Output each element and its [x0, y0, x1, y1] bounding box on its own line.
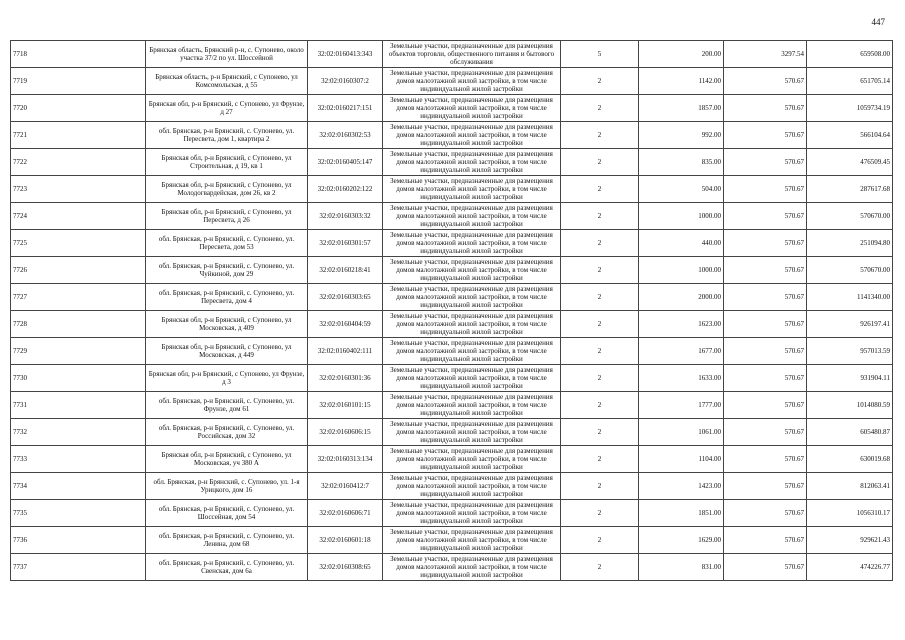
row-number: 7736 — [11, 527, 146, 554]
cadastral-value-cell: 1059734.19 — [807, 95, 893, 122]
area-cell: 1857.00 — [639, 95, 724, 122]
cadastral-number-cell: 32:02:0160303:32 — [308, 203, 383, 230]
land-use-cell: Земельные участки, предназначенные для размещения домов малоэтажной жилой застройки, в том числе индивидуальной жилой застройки — [383, 149, 561, 176]
cadastral-number-cell: 32:02:0160301:57 — [308, 230, 383, 257]
table-row — [11, 176, 893, 203]
land-use-cell: Земельные участки, предназначенные для размещения домов малоэтажной жилой застройки, в том числе индивидуальной жилой застройки — [383, 527, 561, 554]
address-cell: Брянская обл, р-н Брянский, с Супонево, ул Московская, д 409 — [146, 311, 308, 338]
address-cell: Брянская обл, р-н Брянский, с Супонево, ул Фрунзе, д 27 — [146, 95, 308, 122]
table-row — [11, 527, 893, 554]
row-number: 7730 — [11, 365, 146, 392]
area-cell: 1142.00 — [639, 68, 724, 95]
category-cell: 2 — [561, 122, 639, 149]
specific-value-cell: 570.67 — [724, 365, 807, 392]
address-cell: Брянская область, Брянский р-н, с. Супонево, около участка 37/2 по ул. Шоссейной — [146, 41, 308, 68]
cadastral-value-cell: 476509.45 — [807, 149, 893, 176]
category-cell: 2 — [561, 95, 639, 122]
table-row — [11, 257, 893, 284]
cadastral-number-cell: 32:02:0160405:147 — [308, 149, 383, 176]
row-number: 7724 — [11, 203, 146, 230]
specific-value-cell: 570.67 — [724, 68, 807, 95]
specific-value-cell: 570.67 — [724, 122, 807, 149]
table-row — [11, 95, 893, 122]
land-use-cell: Земельные участки, предназначенные для размещения домов малоэтажной жилой застройки, в том числе индивидуальной жилой застройки — [383, 446, 561, 473]
land-use-cell: Земельные участки, предназначенные для размещения домов малоэтажной жилой застройки, в том числе индивидуальной жилой застройки — [383, 392, 561, 419]
cadastral-number-cell: 32:02:0160301:36 — [308, 365, 383, 392]
row-number: 7729 — [11, 338, 146, 365]
specific-value-cell: 570.67 — [724, 500, 807, 527]
cadastral-number-cell: 32:02:0160606:15 — [308, 419, 383, 446]
specific-value-cell: 570.67 — [724, 311, 807, 338]
specific-value-cell: 570.67 — [724, 392, 807, 419]
area-cell: 1777.00 — [639, 392, 724, 419]
cadastral-value-cell: 931904.11 — [807, 365, 893, 392]
cadastral-value-cell: 651705.14 — [807, 68, 893, 95]
row-number: 7737 — [11, 554, 146, 581]
cadastral-value-cell: 1014080.59 — [807, 392, 893, 419]
cadastral-value-cell: 251094.80 — [807, 230, 893, 257]
cadastral-number-cell: 32:02:0160404:59 — [308, 311, 383, 338]
row-number: 7734 — [11, 473, 146, 500]
address-cell: Брянская обл, р-н Брянский, с Супонево, ул Молодогвардейская, дом 26, кв 2 — [146, 176, 308, 203]
cadastral-number-cell: 32:02:0160308:65 — [308, 554, 383, 581]
table-row — [11, 149, 893, 176]
address-cell: Брянская обл, р-н Брянский, с Супонево, ул Строительная, д 19, кв 1 — [146, 149, 308, 176]
row-number: 7720 — [11, 95, 146, 122]
table-row — [11, 554, 893, 581]
area-cell: 1623.00 — [639, 311, 724, 338]
address-cell: обл. Брянская, р-н Брянский, с. Супонево, ул. Чуйкиной, дом 29 — [146, 257, 308, 284]
row-number: 7718 — [11, 41, 146, 68]
area-cell: 1677.00 — [639, 338, 724, 365]
specific-value-cell: 570.67 — [724, 203, 807, 230]
category-cell: 2 — [561, 230, 639, 257]
cadastral-number-cell: 32:02:0160601:18 — [308, 527, 383, 554]
table-row — [11, 473, 893, 500]
address-cell: обл. Брянская, р-н Брянский, с. Супонево, ул. Фрунзе, дом 61 — [146, 392, 308, 419]
row-number: 7721 — [11, 122, 146, 149]
cadastral-value-cell: 287617.68 — [807, 176, 893, 203]
cadastral-value-cell: 570670.00 — [807, 257, 893, 284]
area-cell: 1629.00 — [639, 527, 724, 554]
row-number: 7731 — [11, 392, 146, 419]
category-cell: 2 — [561, 176, 639, 203]
cadastral-number-cell: 32:02:0160307:2 — [308, 68, 383, 95]
cadastral-value-cell: 1141340.00 — [807, 284, 893, 311]
land-use-cell: Земельные участки, предназначенные для размещения домов малоэтажной жилой застройки, в том числе индивидуальной жилой застройки — [383, 284, 561, 311]
table-row — [11, 122, 893, 149]
cadastral-value-cell: 566104.64 — [807, 122, 893, 149]
area-cell: 1000.00 — [639, 203, 724, 230]
category-cell: 2 — [561, 392, 639, 419]
address-cell: Брянская обл, р-н Брянский, с Супонево, ул Фрунзе, д 3 — [146, 365, 308, 392]
category-cell: 5 — [561, 41, 639, 68]
cadastral-number-cell: 32:02:0160402:111 — [308, 338, 383, 365]
land-use-cell: Земельные участки, предназначенные для размещения домов малоэтажной жилой застройки, в том числе индивидуальной жилой застройки — [383, 230, 561, 257]
cadastral-value-cell: 474226.77 — [807, 554, 893, 581]
specific-value-cell: 570.67 — [724, 257, 807, 284]
table-row — [11, 284, 893, 311]
row-number: 7723 — [11, 176, 146, 203]
cadastral-value-cell: 605480.87 — [807, 419, 893, 446]
address-cell: Брянская обл, р-н Брянский, с Супонево, ул Пересвета, д 26 — [146, 203, 308, 230]
cadastral-value-cell: 1056310.17 — [807, 500, 893, 527]
area-cell: 1851.00 — [639, 500, 724, 527]
cadastral-value-table — [10, 40, 893, 581]
category-cell: 2 — [561, 203, 639, 230]
row-number: 7727 — [11, 284, 146, 311]
address-cell: обл. Брянская, р-н Брянский, с. Супонево, ул. Пересвета, дом 1, квартира 2 — [146, 122, 308, 149]
specific-value-cell: 570.67 — [724, 554, 807, 581]
land-use-cell: Земельные участки, предназначенные для размещения домов малоэтажной жилой застройки, в том числе индивидуальной жилой застройки — [383, 311, 561, 338]
page-number: 447 — [871, 17, 885, 27]
area-cell: 1633.00 — [639, 365, 724, 392]
address-cell: Брянская обл, р-н Брянский, с Супонево, ул Московская, уч 380 А — [146, 446, 308, 473]
category-cell: 2 — [561, 365, 639, 392]
area-cell: 200.00 — [639, 41, 724, 68]
cadastral-value-cell: 812063.41 — [807, 473, 893, 500]
table-row — [11, 230, 893, 257]
area-cell: 835.00 — [639, 149, 724, 176]
row-number: 7732 — [11, 419, 146, 446]
cadastral-number-cell: 32:02:0160217:151 — [308, 95, 383, 122]
land-use-cell: Земельные участки, предназначенные для размещения домов малоэтажной жилой застройки, в том числе индивидуальной жилой застройки — [383, 338, 561, 365]
specific-value-cell: 570.67 — [724, 95, 807, 122]
land-use-cell: Земельные участки, предназначенные для размещения домов малоэтажной жилой застройки, в том числе индивидуальной жилой застройки — [383, 419, 561, 446]
address-cell: обл. Брянская, р-н Брянский, с. Супонево, ул. Шоссейная, дом 54 — [146, 500, 308, 527]
address-cell: обл. Брянская, р-н Брянский, с. Супонево, ул. Пересвета, дом 4 — [146, 284, 308, 311]
land-use-cell: Земельные участки, предназначенные для размещения домов малоэтажной жилой застройки, в том числе индивидуальной жилой застройки — [383, 122, 561, 149]
cadastral-number-cell: 32:02:0160302:53 — [308, 122, 383, 149]
row-number: 7733 — [11, 446, 146, 473]
specific-value-cell: 570.67 — [724, 176, 807, 203]
address-cell: обл. Брянская, р-н Брянский, с. Супонево, ул. Ленина, дом 68 — [146, 527, 308, 554]
area-cell: 440.00 — [639, 230, 724, 257]
land-use-cell: Земельные участки, предназначенные для размещения домов малоэтажной жилой застройки, в том числе индивидуальной жилой застройки — [383, 257, 561, 284]
cadastral-value-cell: 659508.00 — [807, 41, 893, 68]
cadastral-value-cell: 630019.68 — [807, 446, 893, 473]
specific-value-cell: 570.67 — [724, 419, 807, 446]
address-cell: обл. Брянская, р-н Брянский, с. Супонево, ул. Пересвета, дом 53 — [146, 230, 308, 257]
cadastral-value-cell: 926197.41 — [807, 311, 893, 338]
address-cell: обл. Брянская, р-н Брянский, с. Супонево, ул. Свенская, дом 6а — [146, 554, 308, 581]
land-use-cell: Земельные участки, предназначенные для размещения домов малоэтажной жилой застройки, в том числе индивидуальной жилой застройки — [383, 365, 561, 392]
category-cell: 2 — [561, 419, 639, 446]
category-cell: 2 — [561, 446, 639, 473]
table-row — [11, 365, 893, 392]
table-row — [11, 419, 893, 446]
table-row — [11, 338, 893, 365]
cadastral-number-cell: 32:02:0160218:41 — [308, 257, 383, 284]
table-row — [11, 41, 893, 68]
category-cell: 2 — [561, 527, 639, 554]
table-body — [11, 41, 893, 581]
cadastral-number-cell: 32:02:0160313:134 — [308, 446, 383, 473]
land-use-cell: Земельные участки, предназначенные для размещения домов малоэтажной жилой застройки, в том числе индивидуальной жилой застройки — [383, 203, 561, 230]
area-cell: 2000.00 — [639, 284, 724, 311]
area-cell: 831.00 — [639, 554, 724, 581]
category-cell: 2 — [561, 311, 639, 338]
land-use-cell: Земельные участки, предназначенные для размещения домов малоэтажной жилой застройки, в том числе индивидуальной жилой застройки — [383, 500, 561, 527]
table-row — [11, 68, 893, 95]
specific-value-cell: 570.67 — [724, 527, 807, 554]
land-use-cell: Земельные участки, предназначенные для размещения домов малоэтажной жилой застройки, в том числе индивидуальной жилой застройки — [383, 554, 561, 581]
table-row — [11, 446, 893, 473]
address-cell: обл. Брянская, р-н Брянский, с. Супонево, ул. Российская, дом 32 — [146, 419, 308, 446]
address-cell: обл. Брянская, р-н Брянский, с. Супонево, ул. 1-я Урицкого, дом 16 — [146, 473, 308, 500]
row-number: 7722 — [11, 149, 146, 176]
row-number: 7719 — [11, 68, 146, 95]
specific-value-cell: 570.67 — [724, 473, 807, 500]
land-use-cell: Земельные участки, предназначенные для размещения домов малоэтажной жилой застройки, в том числе индивидуальной жилой застройки — [383, 473, 561, 500]
category-cell: 2 — [561, 500, 639, 527]
row-number: 7735 — [11, 500, 146, 527]
address-cell: Брянская область, р-н Брянский, с Супонево, ул Комсомольская, д 55 — [146, 68, 308, 95]
specific-value-cell: 570.67 — [724, 338, 807, 365]
cadastral-number-cell: 32:02:0160413:343 — [308, 41, 383, 68]
category-cell: 2 — [561, 149, 639, 176]
table-row — [11, 392, 893, 419]
category-cell: 2 — [561, 473, 639, 500]
area-cell: 992.00 — [639, 122, 724, 149]
land-use-cell: Земельные участки, предназначенные для размещения объектов торговли, общественного питания и бытового обслуживания — [383, 41, 561, 68]
land-use-cell: Земельные участки, предназначенные для размещения домов малоэтажной жилой застройки, в том числе индивидуальной жилой застройки — [383, 95, 561, 122]
table-row — [11, 311, 893, 338]
table-row — [11, 203, 893, 230]
cadastral-number-cell: 32:02:0160202:122 — [308, 176, 383, 203]
table-row — [11, 500, 893, 527]
address-cell: Брянская обл, р-н Брянский, с Супонево, ул Московская, д 449 — [146, 338, 308, 365]
cadastral-value-cell: 957013.59 — [807, 338, 893, 365]
land-use-cell: Земельные участки, предназначенные для размещения домов малоэтажной жилой застройки, в том числе индивидуальной жилой застройки — [383, 176, 561, 203]
specific-value-cell: 3297.54 — [724, 41, 807, 68]
row-number: 7726 — [11, 257, 146, 284]
cadastral-value-cell: 570670.00 — [807, 203, 893, 230]
area-cell: 1000.00 — [639, 257, 724, 284]
category-cell: 2 — [561, 284, 639, 311]
category-cell: 2 — [561, 68, 639, 95]
area-cell: 1423.00 — [639, 473, 724, 500]
category-cell: 2 — [561, 554, 639, 581]
cadastral-number-cell: 32:02:0160101:15 — [308, 392, 383, 419]
cadastral-number-cell: 32:02:0160303:65 — [308, 284, 383, 311]
category-cell: 2 — [561, 338, 639, 365]
specific-value-cell: 570.67 — [724, 284, 807, 311]
area-cell: 504.00 — [639, 176, 724, 203]
cadastral-value-cell: 929621.43 — [807, 527, 893, 554]
category-cell: 2 — [561, 257, 639, 284]
row-number: 7728 — [11, 311, 146, 338]
land-use-cell: Земельные участки, предназначенные для размещения домов малоэтажной жилой застройки, в том числе индивидуальной жилой застройки — [383, 68, 561, 95]
specific-value-cell: 570.67 — [724, 149, 807, 176]
specific-value-cell: 570.67 — [724, 446, 807, 473]
cadastral-number-cell: 32:02:0160606:71 — [308, 500, 383, 527]
row-number: 7725 — [11, 230, 146, 257]
area-cell: 1061.00 — [639, 419, 724, 446]
area-cell: 1104.00 — [639, 446, 724, 473]
specific-value-cell: 570.67 — [724, 230, 807, 257]
cadastral-number-cell: 32:02:0160412:7 — [308, 473, 383, 500]
